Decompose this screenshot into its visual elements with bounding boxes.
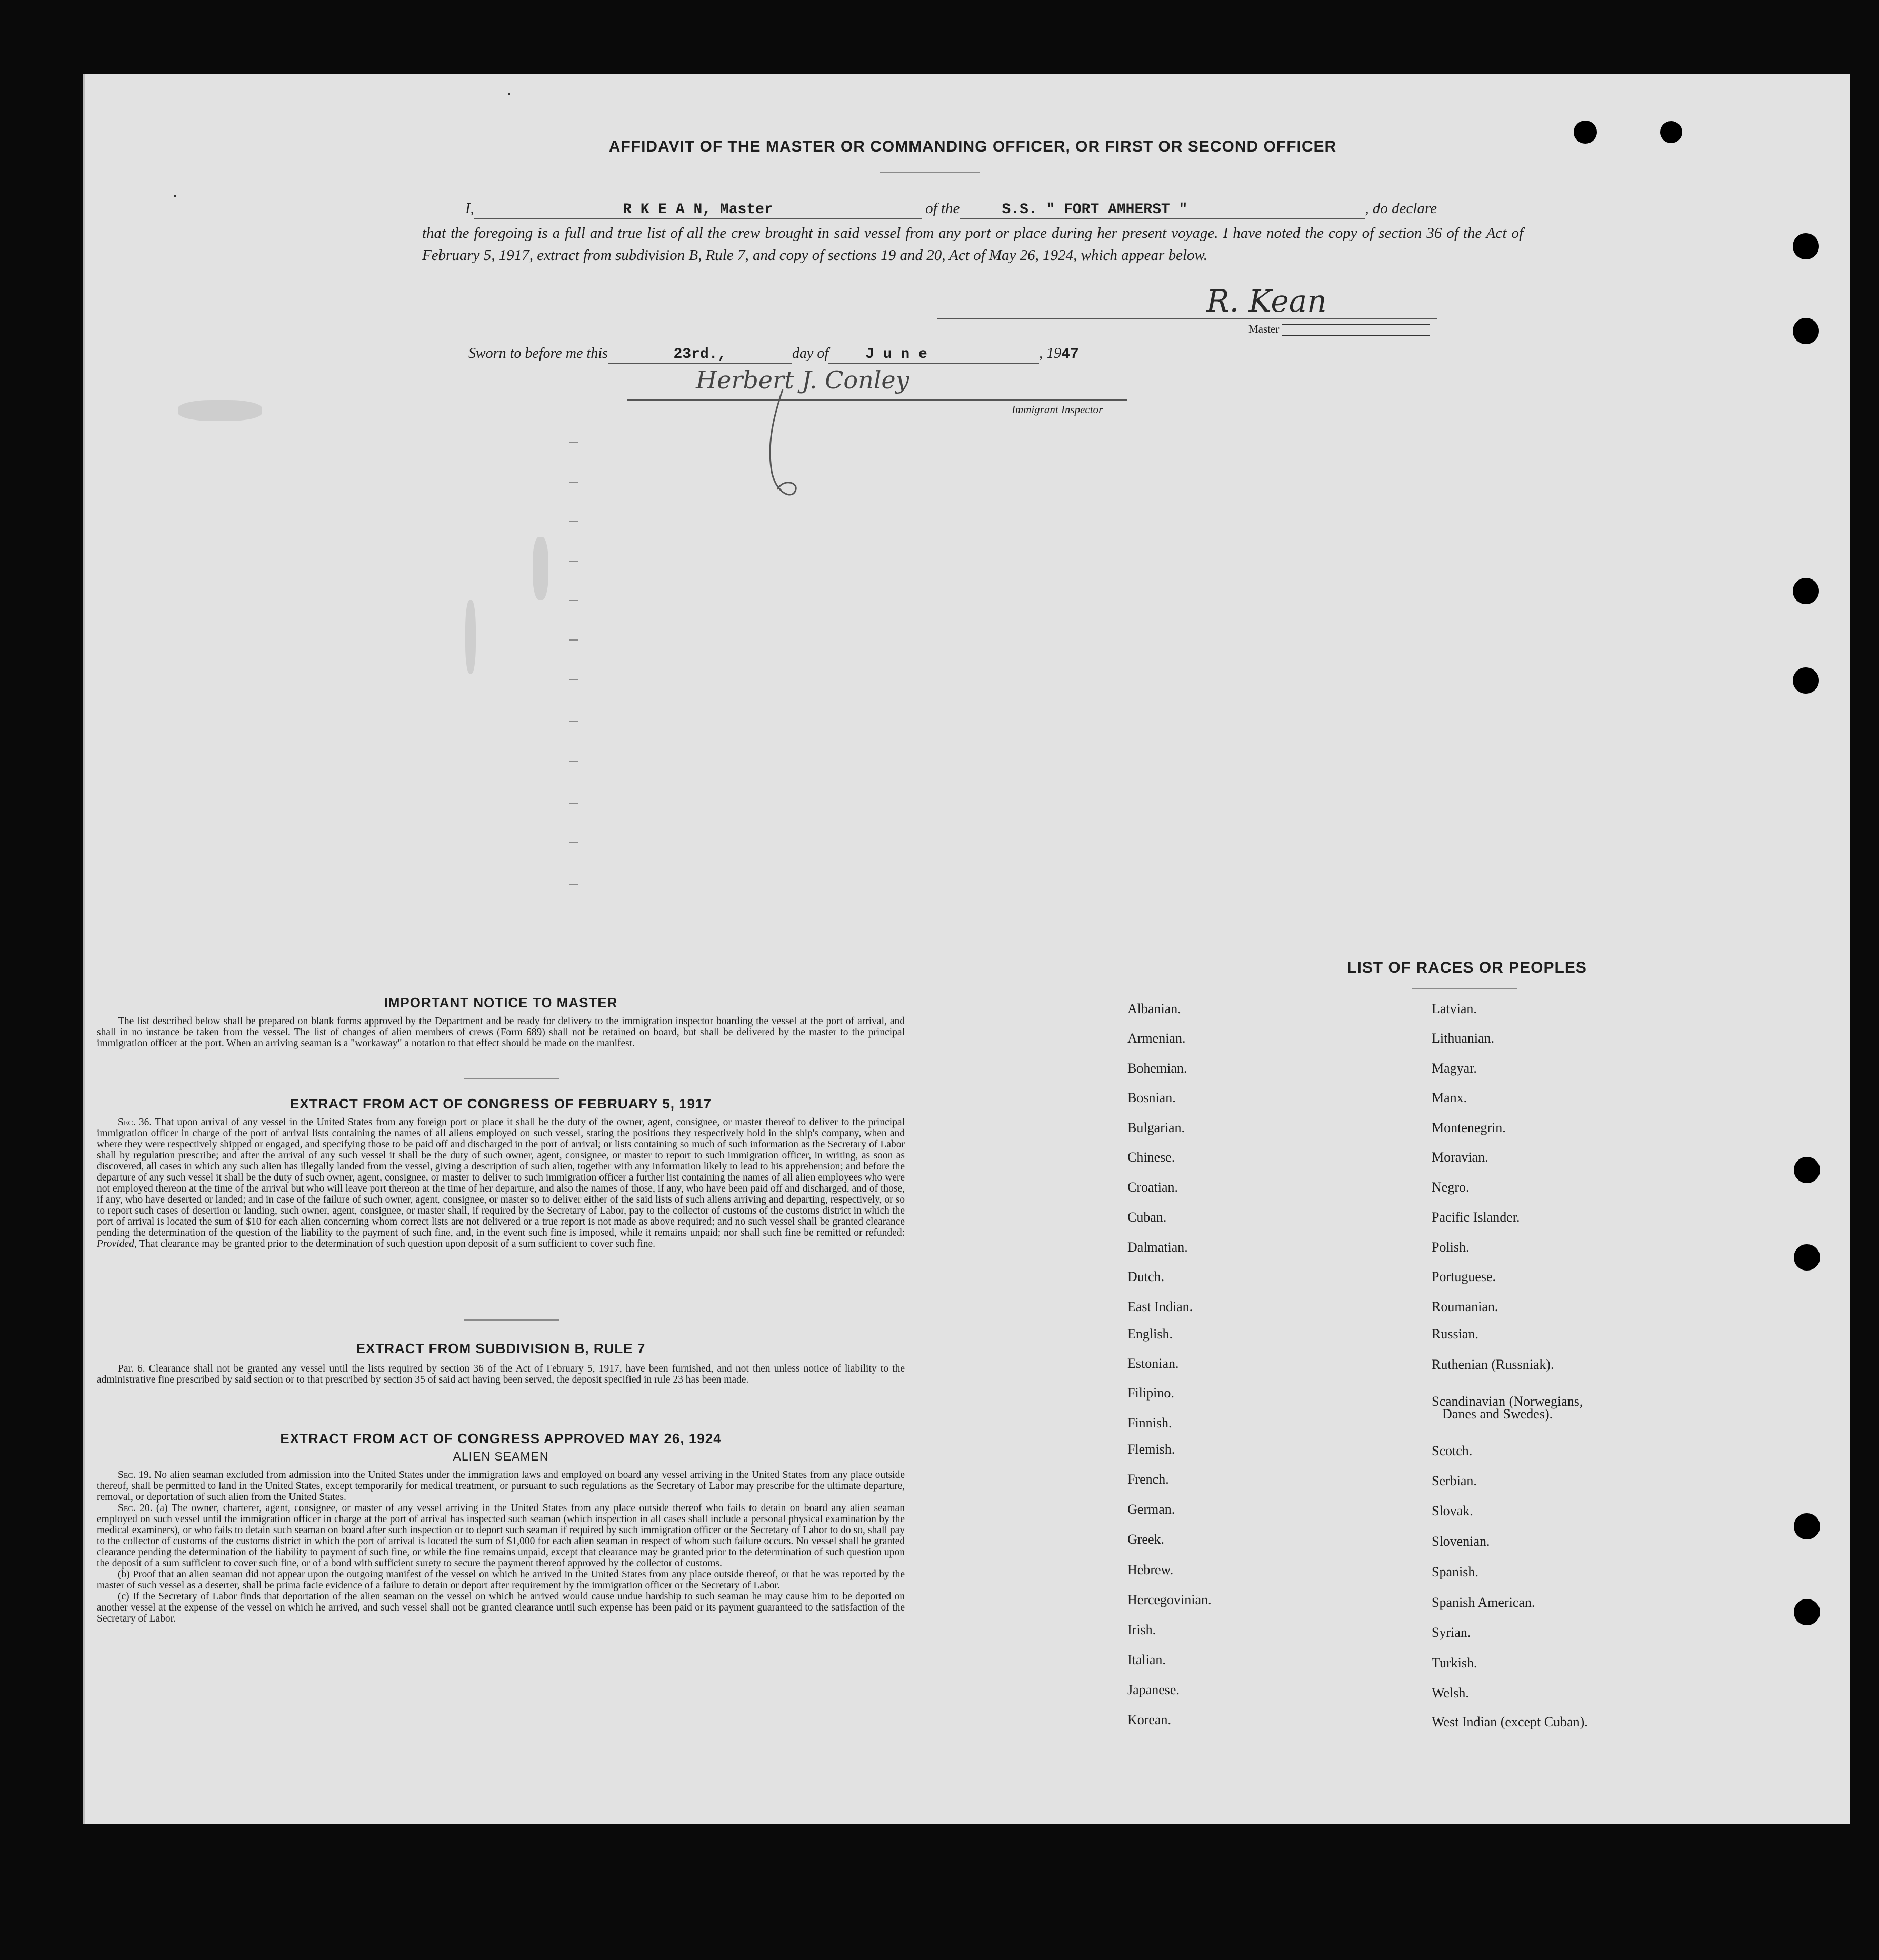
race-item: Cuban. (1127, 1209, 1167, 1225)
document-sheet (83, 74, 1850, 1824)
faint-dash (569, 442, 578, 443)
race-item: Dutch. (1127, 1269, 1165, 1284)
year-prefix: , 19 (1039, 345, 1062, 362)
master-label-row (1248, 323, 1430, 336)
race-item: Japanese. (1127, 1682, 1180, 1697)
race-item: Croatian. (1127, 1179, 1178, 1195)
extract-rule7-body (97, 1363, 905, 1385)
race-item: Manx. (1432, 1090, 1467, 1105)
race-item: Magyar. (1432, 1061, 1477, 1076)
year-field: 47 (1061, 346, 1079, 363)
inspector-signature: Herbert J. Conley (696, 366, 909, 394)
race-item: Serbian. (1432, 1473, 1477, 1488)
section-20a (97, 1503, 905, 1569)
master-signature: R. Kean (1206, 283, 1327, 319)
extract-1917-body (97, 1117, 905, 1249)
section-label: Sec. 20. (118, 1503, 153, 1514)
declaration-line (465, 200, 1523, 219)
race-item: Moravian. (1432, 1149, 1488, 1165)
race-item: Lithuanian. (1432, 1031, 1495, 1046)
punch-hole (1793, 233, 1819, 259)
race-item: French. (1127, 1472, 1169, 1487)
race-item: Hercegovinian. (1127, 1592, 1212, 1607)
race-item: Bohemian. (1127, 1061, 1187, 1076)
speck (174, 195, 176, 197)
declaration-prefix: I, (465, 200, 474, 217)
inspector-signature-flourish (762, 389, 798, 505)
speck (508, 93, 510, 95)
race-item: Negro. (1432, 1179, 1470, 1195)
race-item: Bulgarian. (1127, 1120, 1185, 1135)
faint-dash (569, 803, 578, 804)
race-item: Albanian. (1127, 1001, 1181, 1016)
inspector-label: Immigrant Inspector (1012, 403, 1103, 416)
race-item: Filipino. (1127, 1385, 1174, 1401)
master-signature-line (937, 318, 1437, 319)
race-item: East Indian. (1127, 1299, 1193, 1314)
race-item: Flemish. (1127, 1442, 1175, 1457)
faint-dash (569, 842, 578, 843)
faint-dash (569, 639, 578, 641)
master-name-field: R K E A N, Master (474, 202, 922, 219)
race-item: Russian. (1432, 1326, 1478, 1342)
race-item: Portuguese. (1432, 1269, 1496, 1284)
faint-dash (569, 521, 578, 522)
extract-1924-title: EXTRACT FROM ACT OF CONGRESS APPROVED MAY 26, 1924 (280, 1431, 722, 1446)
faint-dash (569, 600, 578, 601)
race-item: Estonian. (1127, 1356, 1179, 1371)
section-20c: (c) If the Secretary of Labor finds that deportation of the alien seaman on the vessel on which he arrived would cause undue hardship to such seaman he may cause him to be deported on another vessel at the expense of the vessel on which he arrived, and such vessel shall not be granted clearance until such expense has been paid or its payment guaranteed to the satisfaction of the Secretary of Labor. (97, 1591, 905, 1624)
divider (1412, 988, 1517, 989)
race-item: Roumanian. (1432, 1299, 1498, 1314)
race-item: Korean. (1127, 1712, 1172, 1727)
punch-hole (1793, 578, 1819, 604)
divider (880, 172, 980, 173)
faint-dash (569, 561, 578, 562)
race-item: Armenian. (1127, 1031, 1186, 1046)
notice-body (97, 1016, 905, 1049)
race-item: Montenegrin. (1432, 1120, 1506, 1135)
affidavit-title: AFFIDAVIT OF THE MASTER OR COMMANDING OFFICER, OR FIRST OR SECOND OFFICER (608, 138, 1337, 155)
race-item: Spanish American. (1432, 1595, 1535, 1610)
faint-dash (569, 482, 578, 483)
vessel-name-field: S.S. " FORT AMHERST " (960, 202, 1365, 219)
race-item: West Indian (except Cuban). (1432, 1714, 1588, 1729)
section-text: No alien seaman excluded from admission into the United States under the immigration laws and employed on board any vessel arriving in the United States from any place outside thereof, shall be permitted to land in the United States, except temporarily for medical treatment, or pursuant to such regulations as the Secretary of Labor may prescribe for the ultimate departure, removal, or deportation of such alien from the United States. (97, 1469, 905, 1503)
divider (464, 1078, 559, 1079)
race-item: Ruthenian (Russniak). (1432, 1357, 1554, 1372)
race-item: Scandinavian (Norwegians, (1432, 1394, 1583, 1409)
punch-hole (1793, 318, 1819, 344)
extract-1924-body (97, 1469, 905, 1624)
extract-1917-title: EXTRACT FROM ACT OF CONGRESS OF FEBRUARY 5, 1917 (289, 1096, 712, 1112)
notice-title: IMPORTANT NOTICE TO MASTER (384, 995, 618, 1011)
declaration-statement: that the foregoing is a full and true list of all the crew brought in said vessel from any port or place during her present voyage. I have noted the copy of section 36 of the Act of February 5, 1917, extract from subdivision B, Rule 7, and copy of sections 19 and 20, Act of May 26, 1924, which appear below. (422, 225, 1523, 264)
race-item: Italian. (1127, 1652, 1166, 1667)
extract-rule7-title: EXTRACT FROM SUBDIVISION B, RULE 7 (356, 1341, 646, 1356)
provided-text: That clearance may be granted prior to the determination of such question upon deposit of a sum sufficient to cover such fine. (139, 1238, 656, 1249)
races-right-column (1432, 1001, 1800, 1822)
race-item: Pacific Islander. (1432, 1209, 1520, 1225)
race-item: Welsh. (1432, 1685, 1469, 1701)
race-item: Slovenian. (1432, 1534, 1490, 1549)
paragraph-6: Par. 6. Clearance shall not be granted any vessel until the lists required by section 36 of the Act of February 5, 1917, have been furnished, and not then unless notice of liability to the administrative fine prescribed by said section or to that prescribed by section 35 of said act having been served, the deposit specified in rule 23 has been made. (97, 1363, 905, 1385)
section-20b: (b) Proof that an alien seaman did not appear upon the outgoing manifest of the vessel on which he arrived in the United States from any place outside thereof, or that he was reported by the master of such vessel as a deserter, shall be prima facie evidence of a failure to detain or deport after requirement by the immigration officer or the Secretary of Labor. (97, 1569, 905, 1591)
race-item: Greek. (1127, 1532, 1165, 1547)
race-item: Hebrew. (1127, 1562, 1174, 1577)
inspector-signature-line (627, 399, 1127, 401)
race-item: Chinese. (1127, 1149, 1175, 1165)
smudge-mark (178, 400, 262, 421)
struck-out-text (1282, 324, 1430, 336)
day-of-label: day of (792, 345, 829, 362)
of-the-label: of the (925, 200, 960, 217)
race-item: German. (1127, 1502, 1175, 1517)
race-item: Bosnian. (1127, 1090, 1176, 1105)
do-declare-label: , do declare (1365, 200, 1437, 217)
race-item: Scotch. (1432, 1443, 1473, 1458)
race-item: Polish. (1432, 1239, 1470, 1255)
notice-paragraph: The list described below shall be prepared on blank forms approved by the Department and be ready for delivery to the immigration inspector boarding the vessel at the port of arrival, and shall in no instance be taken from the vessel. The list of changes of alien members of crews (Form 689) shall not be retained on board, but shall be delivered by the master to the principal immigration officer at the port. When an arriving seaman is a "workaway" a notation to that effect should be made on the manifest. (97, 1016, 905, 1049)
race-item: Slovak. (1432, 1503, 1473, 1518)
section-text: (a) The owner, charterer, agent, consignee, or master of any vessel arriving in the United States from any place outside thereof who fails to detain on board any alien seaman employed on such vessel until the immigration officer in charge at the port of arrival has inspected such seaman (which inspection in all cases shall include a personal physical examination by the medical examiners), or who fails to detain such seaman on board after such inspection or to deport such seaman if required by such immigration officer or the Secretary of Labor to do so, shall pay to the collector of customs of the customs district in which the port of arrival is located the sum of $1,000 for each alien seaman in respect of whom such failure occurs. No vessel shall be granted clearance pending the determination of the liability to payment of such fine, or while the fine remains unpaid, except that clearance may be granted prior to the determination of such question upon the deposit of a sum sufficient to cover such fine, or of a bond with sufficient surety to secure the payment thereof approved by the collector of customs. (97, 1503, 905, 1569)
provided-label: Provided, (97, 1238, 137, 1249)
faint-dash (569, 884, 578, 885)
race-item: English. (1127, 1326, 1173, 1342)
sworn-prefix: Sworn to before me this (468, 345, 608, 362)
faint-dash (569, 721, 578, 722)
section-text: That upon arrival of any vessel in the United States from any foreign port or place it shall be the duty of the owner, agent, consignee, or master thereof to deliver to the principal immigration officer in charge of the port of arrival lists containing the names of all aliens employed on such vessel, stating the positions they respectively hold in the ship's company, when and where they were respectively shipped or engaged, and specifying those to be paid off and discharged in the port of arrival; or lists containing so much of such information as the Secretary of Labor shall by regulation prescribe; and after the arrival of any such vessel it shall be the duty of such owner, agent, consignee, or master to report to such immigration officer, in writing, as soon as discovered, all cases in which any such alien has illegally landed from the vessel, giving a description of such alien, together with any information likely to lead to his apprehension; and before the departure of any such vessel it shall be the duty of such owner, agent, consignee, or master to deliver to such immigration officer a further list containing the names of all alien employees who were not employed thereon at the time of the arrival but who will leave port thereon at the time of her departure, and also the names of those, if any, who have been paid off and discharged, and of those, if any, who have deserted or landed; and in case of the failure of such owner, agent, consignee, or master so to deliver either of the said lists of such aliens arriving and departing, respectively, or so to report such cases of desertion or landing, such owner, agent, consignee, or master shall, if required by the Secretary of Labor, pay to the collector of customs of the customs district in which the port of arrival is located the sum of $10 for each alien concerning whom correct lists are not delivered or a true report is not made as above required; and no such vessel shall be granted clearance pending the determination of the question of the liability to the payment of such fine, and, in the event such fine is imposed, while it remains unpaid; nor shall such fine be remitted or refunded: (97, 1117, 905, 1238)
smudge-mark (465, 600, 476, 674)
section-label: Sec. 36. (118, 1117, 152, 1128)
section-19 (97, 1469, 905, 1503)
punch-hole (1793, 667, 1819, 694)
races-left-column (1127, 1001, 1391, 1822)
section-36 (97, 1117, 905, 1249)
race-item: Turkish. (1432, 1655, 1477, 1671)
race-item: Spanish. (1432, 1564, 1478, 1579)
sworn-day-field: 23rd., (608, 346, 792, 364)
faint-dash (569, 679, 578, 680)
race-item: Irish. (1127, 1622, 1156, 1637)
faint-dash (569, 761, 578, 762)
alien-seamen-subtitle: ALIEN SEAMEN (453, 1449, 549, 1463)
smudge-mark (533, 537, 548, 600)
races-title: LIST OF RACES OR PEOPLES (1347, 959, 1587, 976)
race-item: Dalmatian. (1127, 1239, 1188, 1255)
sworn-month-field: J u n e (828, 346, 1039, 364)
master-label: Master (1248, 323, 1280, 335)
race-item: Finnish. (1127, 1415, 1172, 1431)
divider (464, 1319, 559, 1321)
race-item: Danes and Swedes). (1442, 1406, 1553, 1422)
section-label: Sec. 19. (118, 1469, 152, 1481)
race-item: Syrian. (1432, 1625, 1471, 1640)
race-item: Latvian. (1432, 1001, 1477, 1016)
sworn-line (468, 345, 1526, 364)
